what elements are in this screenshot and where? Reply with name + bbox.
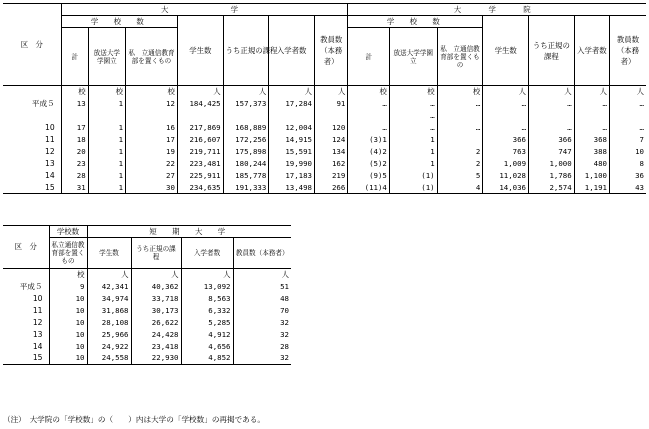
table-cell: 42,341 — [87, 280, 131, 292]
table-cell: 51 — [233, 280, 291, 292]
table-cell: 184,425 — [177, 98, 223, 110]
table-row — [3, 182, 646, 194]
table-row — [3, 280, 291, 292]
table-cell: 32 — [233, 316, 291, 328]
grad-seiki-header: うち正規の課程 — [529, 16, 575, 86]
table-cell: 1,191 — [574, 182, 609, 194]
table-cell: (9)5 — [348, 170, 390, 182]
table-row — [3, 158, 646, 170]
table-cell: 19,990 — [269, 158, 315, 170]
table-cell: 4,852 — [181, 352, 233, 364]
table-cell: 5,285 — [181, 316, 233, 328]
table-cell: 40,362 — [131, 280, 181, 292]
table-cell: 180,244 — [223, 158, 269, 170]
table-cell: … — [610, 98, 647, 110]
table-cell — [315, 110, 348, 122]
table-cell: 2,574 — [529, 182, 575, 194]
table-cell: 23,418 — [131, 340, 181, 352]
table-cell: 1 — [389, 146, 437, 158]
table-cell: 8,563 — [181, 292, 233, 304]
table-cell: 9 — [49, 280, 87, 292]
table-cell: (5)2 — [348, 158, 390, 170]
table-cell: 10 — [49, 328, 87, 340]
table-cell — [483, 110, 529, 122]
table-row — [3, 352, 291, 364]
table-cell: 1 — [88, 182, 125, 194]
table-cell: 10 — [49, 340, 87, 352]
table-cell: 43 — [610, 182, 647, 194]
table-cell: 1 — [389, 134, 437, 146]
table-cell: 32 — [233, 328, 291, 340]
table-cell: 217,869 — [177, 122, 223, 134]
table-row — [3, 292, 291, 304]
table-cell — [269, 110, 315, 122]
table-cell: 34,974 — [87, 292, 131, 304]
row-label: 14 — [44, 171, 55, 180]
table-cell: 225,911 — [177, 170, 223, 182]
row-label: 11 — [44, 135, 55, 144]
row-label: 14 — [32, 341, 43, 351]
table-cell: 366 — [529, 134, 575, 146]
table-cell: 157,373 — [223, 98, 269, 110]
table-cell: … — [610, 122, 647, 134]
table-cell: 18 — [61, 134, 88, 146]
univ-kyoin-header: 教員数（本務者） — [315, 16, 348, 86]
table-row — [3, 170, 646, 182]
table-cell: (1) — [389, 170, 437, 182]
table-cell: … — [389, 110, 437, 122]
table-cell: 15,591 — [269, 146, 315, 158]
table-cell — [610, 110, 647, 122]
table-cell: … — [437, 122, 483, 134]
table-cell: 1,000 — [529, 158, 575, 170]
univ-header: 大 学 — [61, 4, 348, 16]
row-label: 13 — [32, 329, 43, 339]
table-cell: 6,332 — [181, 304, 233, 316]
grad-gakusei-header: 学生数 — [483, 16, 529, 86]
table-cell: 747 — [529, 146, 575, 158]
table-cell: 91 — [315, 98, 348, 110]
table-row — [3, 98, 646, 110]
tanki-kyoin-header: 教員数（本務者） — [233, 238, 291, 268]
row-label: 15 — [3, 352, 49, 364]
table-cell: … — [348, 98, 390, 110]
tanki-gakusei-header: 学生数 — [87, 238, 131, 268]
table-cell: (1) — [389, 182, 437, 194]
table-cell: 13,498 — [269, 182, 315, 194]
table-cell: 1,100 — [574, 170, 609, 182]
table-cell — [348, 110, 390, 122]
table-cell: 23 — [61, 158, 88, 170]
table-row — [3, 304, 291, 316]
table-row — [3, 122, 646, 134]
table-cell: 12,004 — [269, 122, 315, 134]
table-cell: 32 — [233, 352, 291, 364]
grad-nyugaku-header: 入学者数 — [574, 16, 609, 86]
table-cell: 7 — [610, 134, 647, 146]
table-cell: 366 — [483, 134, 529, 146]
univ-shiritsu-header: 私 立通信教育部を置くもの — [126, 28, 178, 86]
table-cell: 185,778 — [223, 170, 269, 182]
junior-college-table — [3, 225, 291, 365]
table-cell: … — [348, 122, 390, 134]
table-cell: 162 — [315, 158, 348, 170]
table-cell: … — [389, 98, 437, 110]
table-cell — [126, 110, 178, 122]
row-label: 15 — [3, 182, 61, 194]
table-cell: 219 — [315, 170, 348, 182]
table-cell: 30 — [126, 182, 178, 194]
table-cell: 1,009 — [483, 158, 529, 170]
table-cell: 17 — [61, 122, 88, 134]
table-cell: 33,718 — [131, 292, 181, 304]
table-cell: 28 — [61, 170, 88, 182]
table-cell: 2 — [437, 146, 483, 158]
univ-gakko-su-header: 学 校 数 — [61, 16, 177, 28]
table-cell: 10 — [610, 146, 647, 158]
table-cell: (3)1 — [348, 134, 390, 146]
table-cell: 70 — [233, 304, 291, 316]
table-cell: 1 — [88, 170, 125, 182]
table-row — [3, 110, 646, 122]
table-cell: 1 — [88, 98, 125, 110]
table-cell: 223,481 — [177, 158, 223, 170]
table-cell — [177, 110, 223, 122]
table-cell: … — [529, 98, 575, 110]
table-cell: 26,622 — [131, 316, 181, 328]
table-row — [3, 316, 291, 328]
table-cell: 124 — [315, 134, 348, 146]
row-label — [3, 110, 61, 122]
table-cell: (11)4 — [348, 182, 390, 194]
table-cell: 1 — [88, 146, 125, 158]
table-cell: 388 — [574, 146, 609, 158]
table-cell: 4 — [437, 182, 483, 194]
table-cell: 120 — [315, 122, 348, 134]
table-cell: 168,889 — [223, 122, 269, 134]
table-cell: … — [574, 98, 609, 110]
table-cell — [61, 110, 88, 122]
table-cell: 1 — [88, 122, 125, 134]
table-cell: 24,922 — [87, 340, 131, 352]
table-cell: 134 — [315, 146, 348, 158]
grad-header: 大 学 院 — [348, 4, 646, 16]
grad-gakko-su-header: 学 校 数 — [348, 16, 483, 28]
grad-kei-header: 計 — [348, 28, 390, 86]
table-cell: 31 — [61, 182, 88, 194]
table-cell: … — [437, 98, 483, 110]
table-cell: 11,028 — [483, 170, 529, 182]
table-cell: 191,333 — [223, 182, 269, 194]
table-cell: 266 — [315, 182, 348, 194]
tanki-seiki-header: うち正規の課程 — [131, 238, 181, 268]
table-cell: 17 — [126, 134, 178, 146]
table-cell: 12 — [126, 98, 178, 110]
table-cell: 48 — [233, 292, 291, 304]
table-cell: 10 — [49, 304, 87, 316]
table-cell: 219,711 — [177, 146, 223, 158]
univ-hoso-header: 放送大学学園立 — [88, 28, 125, 86]
table-cell — [437, 110, 483, 122]
table-cell: … — [483, 98, 529, 110]
table-cell: … — [529, 122, 575, 134]
table-cell: 27 — [126, 170, 178, 182]
table-cell — [529, 110, 575, 122]
table-cell: 216,607 — [177, 134, 223, 146]
table-cell: 22 — [126, 158, 178, 170]
kubun-header: 区 分 — [3, 4, 61, 86]
grad-shiritsu-header: 私 立通信教育部を置くもの — [437, 28, 483, 86]
table-cell: 19 — [126, 146, 178, 158]
table-cell: 175,898 — [223, 146, 269, 158]
tanki-shiritsu-header: 私立通信教育部を置くもの — [49, 238, 87, 268]
table-cell: 16 — [126, 122, 178, 134]
table-cell: … — [574, 122, 609, 134]
table-cell — [223, 110, 269, 122]
table-cell: 480 — [574, 158, 609, 170]
univ-kei-header: 計 — [61, 28, 88, 86]
table-cell: 13,092 — [181, 280, 233, 292]
table-cell: 17,284 — [269, 98, 315, 110]
unit-row: 校 校 校 人 人 人 人 校 校 校 人 人 人 人 — [3, 86, 646, 98]
table-cell: 28,108 — [87, 316, 131, 328]
table-cell: 5 — [437, 170, 483, 182]
table-cell: 234,635 — [177, 182, 223, 194]
table-cell: 368 — [574, 134, 609, 146]
table-cell: 17,183 — [269, 170, 315, 182]
kubun-header-2: 区 分 — [3, 226, 49, 269]
table-cell: 31,868 — [87, 304, 131, 316]
univ-gakusei-header: 学生数 — [177, 16, 223, 86]
footnote: （注） 大学院の「学校数」の（ ）内は大学の「学校数」の再掲である。 — [3, 415, 265, 424]
row-label: 12 — [44, 147, 55, 156]
table-cell: 22,930 — [131, 352, 181, 364]
row-label: 平成５ — [19, 281, 43, 291]
table-cell: 24,428 — [131, 328, 181, 340]
unit-row-2: 校 人 人 人 人 — [3, 268, 291, 280]
tanki-gakko-su-header: 学校数 — [49, 226, 87, 238]
univ-nyugaku-header: 入学者数 — [269, 16, 315, 86]
row-label: 10 — [32, 293, 43, 303]
table-cell: 28 — [233, 340, 291, 352]
table-cell: 1 — [389, 158, 437, 170]
table-cell: … — [483, 122, 529, 134]
univ-seiki-header: うち正規の課程 — [223, 16, 269, 86]
table-cell: … — [389, 122, 437, 134]
row-label: 13 — [44, 159, 55, 168]
table-cell: 30,173 — [131, 304, 181, 316]
table-cell: 1 — [88, 134, 125, 146]
table-cell — [437, 134, 483, 146]
table-row — [3, 340, 291, 352]
table-cell: 8 — [610, 158, 647, 170]
university-table — [3, 3, 646, 194]
table-cell: 1 — [88, 158, 125, 170]
grad-hoso-header: 放送大学学園立 — [389, 28, 437, 86]
table-cell: 20 — [61, 146, 88, 158]
row-label: 平成５ — [31, 99, 55, 108]
row-label: 10 — [44, 123, 55, 132]
grad-kyoin-header: 教員数（本務者） — [610, 16, 647, 86]
table-cell — [574, 110, 609, 122]
table-cell: 14,036 — [483, 182, 529, 194]
table-cell: 2 — [437, 158, 483, 170]
tanki-header: 短 期 大 学 — [87, 226, 291, 238]
table-cell: 36 — [610, 170, 647, 182]
table-cell: 24,558 — [87, 352, 131, 364]
table-cell: 10 — [49, 352, 87, 364]
table-cell: 4,912 — [181, 328, 233, 340]
table-row — [3, 134, 646, 146]
tanki-nyugaku-header: 入学者数 — [181, 238, 233, 268]
table-cell: 763 — [483, 146, 529, 158]
table-cell: (4)2 — [348, 146, 390, 158]
table-cell: 1,786 — [529, 170, 575, 182]
table-cell — [88, 110, 125, 122]
table-cell: 172,256 — [223, 134, 269, 146]
table-cell: 10 — [49, 292, 87, 304]
table-row — [3, 328, 291, 340]
table-cell: 13 — [61, 98, 88, 110]
table-cell: 4,656 — [181, 340, 233, 352]
table-cell: 10 — [49, 316, 87, 328]
row-label: 12 — [32, 317, 43, 327]
table-row — [3, 146, 646, 158]
table-cell: 14,915 — [269, 134, 315, 146]
table-cell: 25,966 — [87, 328, 131, 340]
row-label: 11 — [32, 305, 43, 315]
